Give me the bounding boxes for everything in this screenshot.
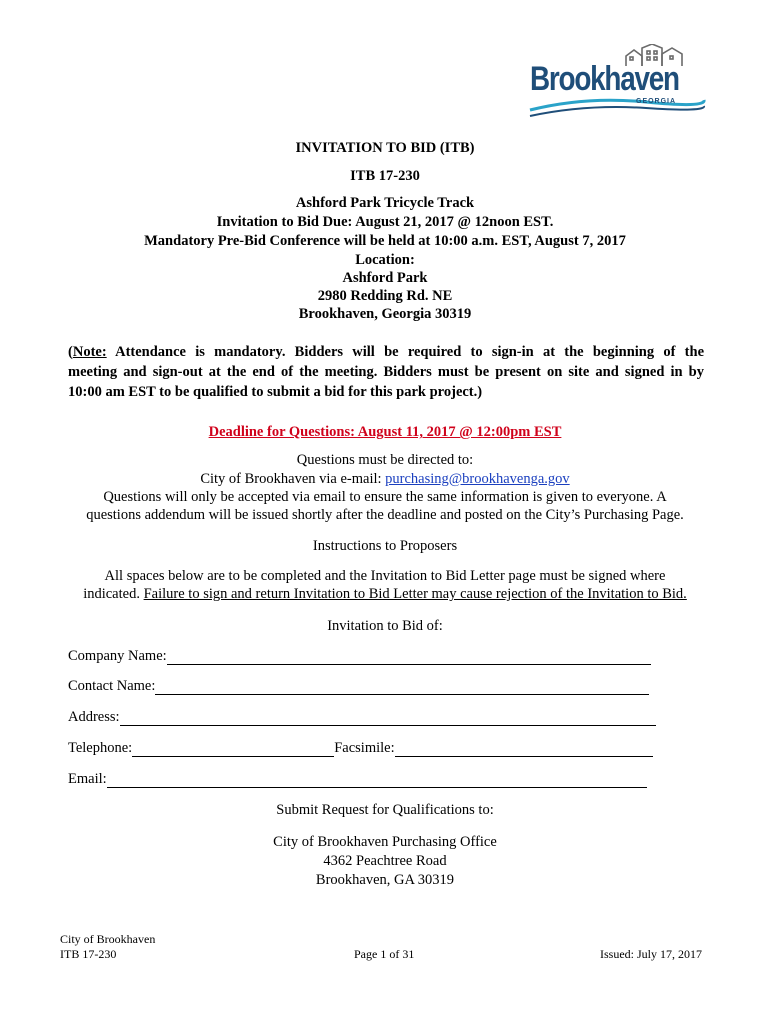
location-name: Ashford Park bbox=[342, 270, 428, 286]
address-field[interactable] bbox=[120, 711, 656, 726]
email-label: Email: bbox=[68, 771, 107, 787]
submit-street: 4362 Peachtree Road bbox=[323, 853, 447, 869]
logo-subtext: GEORGIA bbox=[636, 98, 677, 105]
logo-wordmark: Brookhaven bbox=[530, 60, 679, 98]
invitation-of: Invitation to Bid of: bbox=[327, 618, 443, 634]
due-date: Invitation to Bid Due: August 21, 2017 @ 12noon EST. bbox=[216, 214, 554, 230]
submit-office: City of Brookhaven Purchasing Office bbox=[273, 834, 497, 850]
phone-fax-row bbox=[68, 740, 653, 757]
itb-number: ITB 17-230 bbox=[350, 168, 420, 184]
telephone-field[interactable] bbox=[132, 742, 334, 757]
telephone-label: Telephone: bbox=[68, 740, 133, 756]
note-label: Note: bbox=[72, 344, 107, 360]
facsimile-field[interactable] bbox=[395, 742, 653, 757]
document-title: INVITATION TO BID (ITB) bbox=[295, 140, 475, 156]
contact-name-row bbox=[68, 678, 649, 695]
location-address-2: Brookhaven, Georgia 30319 bbox=[298, 306, 472, 322]
company-name-label: Company Name: bbox=[68, 648, 167, 664]
footer-page-number: Page 1 of 31 bbox=[354, 947, 415, 961]
purchasing-email-link[interactable]: purchasing@brookhavenga.gov bbox=[385, 471, 570, 487]
contact-name-label: Contact Name: bbox=[68, 678, 156, 694]
email-field[interactable] bbox=[107, 773, 647, 788]
instructions-line-1: All spaces below are to be completed and the Invitation to Bid Letter page must be signed where bbox=[104, 568, 666, 584]
address-label: Address: bbox=[68, 709, 120, 725]
footer-org: City of Brookhaven bbox=[60, 932, 156, 946]
email-row bbox=[68, 771, 647, 788]
footer-issued-date: Issued: July 17, 2017 bbox=[600, 947, 702, 961]
submit-heading: Submit Request for Qualifications to: bbox=[276, 802, 494, 818]
location-label: Location: bbox=[355, 252, 415, 268]
company-name-field[interactable] bbox=[167, 650, 651, 665]
rejection-warning: Failure to sign and return Invitation to Bid Letter may cause rejection of the Invitation to Bid. bbox=[143, 586, 687, 602]
facsimile-label: Facsimile: bbox=[334, 740, 395, 756]
questions-policy-1: Questions will only be accepted via email to ensure the same information is given to everyone. A bbox=[103, 489, 667, 505]
company-name-row bbox=[68, 648, 651, 665]
pre-bid-conference: Mandatory Pre-Bid Conference will be held at 10:00 a.m. EST, August 7, 2017 bbox=[144, 233, 626, 249]
questions-deadline: Deadline for Questions: August 11, 2017 @ 12:00pm EST bbox=[208, 424, 562, 440]
project-name: Ashford Park Tricycle Track bbox=[295, 195, 475, 211]
address-row bbox=[68, 709, 656, 726]
instructions-line-2: indicated. Failure to sign and return Invitation to Bid Letter may cause rejection of the Invitation to Bid. bbox=[83, 586, 687, 602]
attendance-note: (Note: Attendance is mandatory. Bidders will be required to sign-in at the beginning of the meeting and sign-out at the end of the meeting. Bidders must be present on site and signed in by 10:00 am EST to be qualified to submit a bid for this park project.) bbox=[68, 344, 704, 400]
questions-email-line: City of Brookhaven via e-mail: purchasing@brookhavenga.gov bbox=[200, 471, 570, 487]
location-address-1: 2980 Redding Rd. NE bbox=[317, 288, 453, 304]
brookhaven-logo bbox=[526, 44, 706, 120]
questions-directed: Questions must be directed to: bbox=[296, 452, 474, 468]
footer-itb: ITB 17-230 bbox=[60, 947, 117, 961]
questions-policy-2: questions addendum will be issued shortly after the deadline and posted on the City’s Purchasing Page. bbox=[86, 507, 684, 523]
contact-name-field[interactable] bbox=[155, 680, 649, 695]
submit-city: Brookhaven, GA 30319 bbox=[315, 872, 455, 888]
instructions-heading: Instructions to Proposers bbox=[312, 538, 458, 554]
